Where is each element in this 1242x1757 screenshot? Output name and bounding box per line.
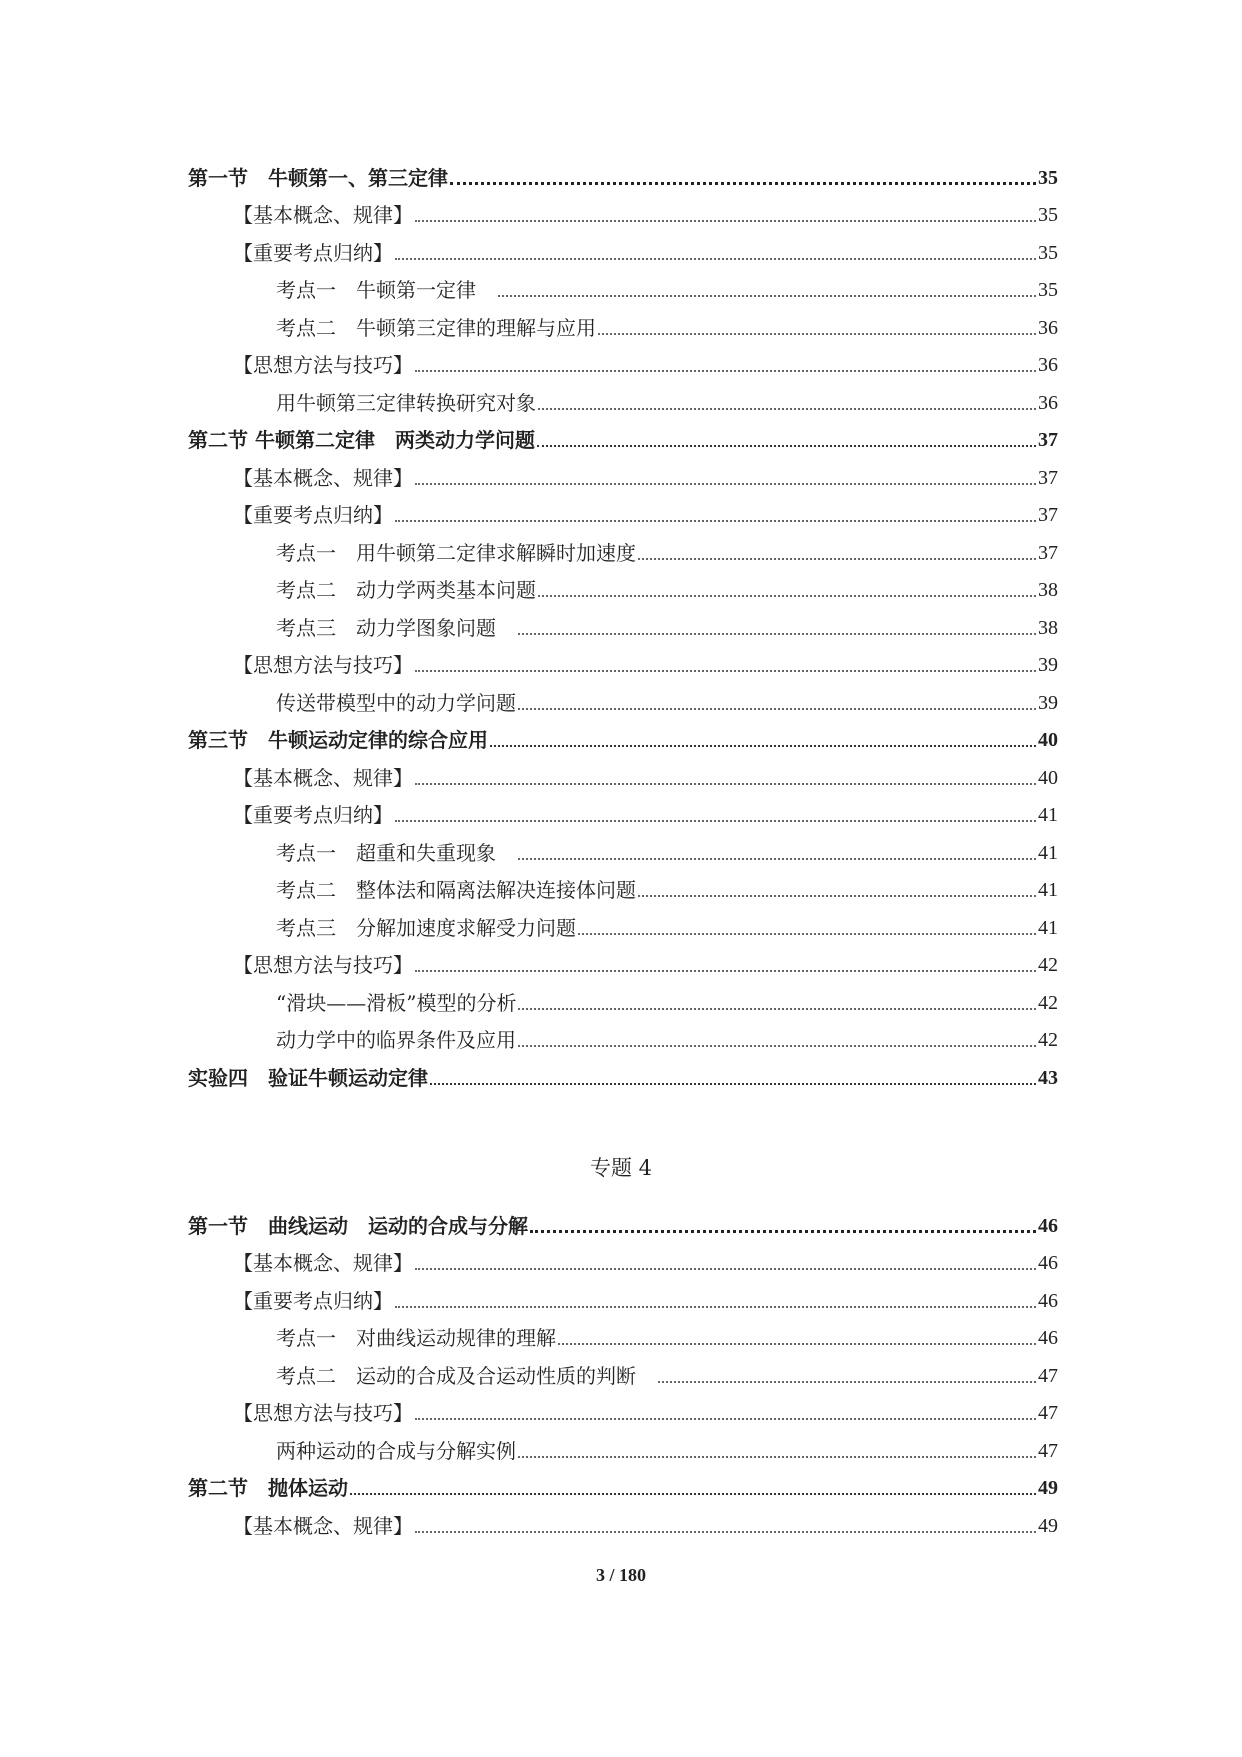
toc-entry-title: 考点一 超重和失重现象 [276,840,516,865]
toc-entry-title: 第一节 曲线运动 运动的合成与分解 [188,1213,528,1238]
toc-entry[interactable] [188,452,1058,490]
toc-entry[interactable] [188,1015,1058,1053]
toc-entry[interactable] [188,152,1058,190]
toc-leader-dots [518,1456,1036,1458]
toc-entry-page: 47 [1038,1402,1058,1424]
toc-entry-page: 46 [1038,1327,1058,1349]
toc-leader-dots [415,483,1036,485]
toc-leader-dots [658,1381,1036,1383]
toc-entry-title: 考点一 用牛顿第二定律求解瞬时加速度 [276,540,636,565]
toc-entry[interactable] [188,1463,1058,1501]
toc-entry-page: 35 [1038,204,1058,226]
toc-entry-title: 【重要考点归纳】 [233,503,393,527]
toc-entry-title: 考点二 牛顿第三定律的理解与应用 [276,315,596,340]
toc-entry-page: 41 [1038,841,1058,864]
toc-entry-title: 考点三 动力学图象问题 [276,615,516,640]
toc-entry-title: 考点二 运动的合成及合运动性质的判断 [276,1363,656,1388]
toc-entry-page: 40 [1038,766,1058,789]
toc-leader-dots [415,370,1036,372]
toc-entry[interactable] [188,227,1058,265]
toc-entry-page: 38 [1038,616,1058,639]
toc-entry[interactable] [188,677,1058,715]
toc-entry-title: 第三节 牛顿运动定律的综合应用 [188,728,488,752]
toc-entry[interactable] [188,827,1058,865]
toc-leader-dots [578,933,1036,935]
toc-entry-title: 【重要考点归纳】 [233,803,393,827]
toc-entry[interactable] [188,490,1058,528]
toc-leader-dots [395,820,1036,822]
toc-entry-page: 35 [1038,166,1058,189]
toc-entry[interactable] [188,1350,1058,1388]
toc-leader-dots [518,1008,1036,1010]
toc-entry-page: 49 [1038,1477,1058,1499]
toc-entry[interactable] [188,340,1058,378]
toc-leader-dots [415,1418,1036,1420]
toc-entry-page: 42 [1038,991,1058,1014]
toc-entry-page: 40 [1038,729,1058,751]
toc-entry[interactable] [188,865,1058,903]
toc-entry[interactable] [188,1200,1058,1238]
toc-entry-page: 46 [1038,1252,1058,1274]
toc-entry[interactable] [188,1500,1058,1538]
toc-leader-dots [395,520,1036,522]
toc-leader-dots [395,1306,1036,1308]
toc-entry[interactable] [188,752,1058,790]
toc-entry-page: 41 [1038,804,1058,826]
toc-entry-title: 第二节 抛体运动 [188,1476,348,1500]
toc-entry-title: 【基本概念、规律】 [233,1513,413,1538]
toc-entry[interactable] [188,415,1058,453]
toc-leader-dots [415,1268,1036,1270]
toc-leader-dots [530,1230,1036,1233]
toc-entry-title: 两种运动的合成与分解实例 [276,1438,516,1463]
toc-entry-page: 41 [1038,916,1058,939]
toc-entry-title: 【基本概念、规律】 [233,765,413,790]
toc-entry-page: 37 [1038,541,1058,564]
toc-entry[interactable] [188,715,1058,753]
toc-entry-title: 考点一 对曲线运动规律的理解 [276,1326,556,1350]
toc-leader-dots [518,633,1036,635]
toc-entry-page: 46 [1038,1289,1058,1312]
toc-entry-title: 考点二 动力学两类基本问题 [276,578,536,602]
toc-leader-dots [415,670,1036,672]
toc-entry-page: 39 [1038,691,1058,714]
toc-entry-page: 43 [1038,1066,1058,1089]
toc-entry-page: 47 [1038,1364,1058,1387]
toc-entry[interactable] [188,1425,1058,1463]
toc-entry-title: 考点一 牛顿第一定律 [276,278,496,302]
toc-entry-page: 38 [1038,579,1058,601]
page-number: 3 / 180 [595,1565,646,1585]
toc-entry-page: 47 [1038,1439,1058,1462]
toc-leader-dots [498,295,1036,297]
toc-entry-title: 考点二 整体法和隔离法解决连接体问题 [276,878,636,902]
toc-entry-page: 46 [1038,1214,1058,1237]
toc-entry[interactable] [188,190,1058,228]
toc-entry-title: 用牛顿第三定律转换研究对象 [276,390,536,415]
toc-list-part2 [188,1200,1058,1538]
toc-leader-dots [638,558,1036,560]
toc-entry-page: 37 [1038,504,1058,526]
toc-leader-dots [558,1343,1036,1345]
toc-entry-page: 35 [1038,241,1058,264]
toc-entry-title: 【基本概念、规律】 [233,203,413,227]
toc-entry[interactable] [188,565,1058,603]
toc-leader-dots [638,895,1036,897]
toc-leader-dots [490,745,1036,747]
toc-entry[interactable] [188,602,1058,640]
toc-leader-dots [415,970,1036,972]
toc-entry-title: 【重要考点归纳】 [233,240,393,265]
toc-entry[interactable] [188,527,1058,565]
section-heading: 专题 4 [589,1156,653,1180]
toc-entry-page: 36 [1038,316,1058,339]
toc-entry-title: 考点三 分解加速度求解受力问题 [276,915,576,940]
toc-entry-title: 实验四 验证牛顿运动定律 [188,1065,428,1090]
toc-entry[interactable] [188,265,1058,303]
toc-list-part1 [188,152,1058,1090]
toc-entry-title: 【思想方法与技巧】 [233,1401,413,1425]
toc-entry-page: 42 [1038,954,1058,976]
toc-entry-title: 第一节 牛顿第一、第三定律 [188,165,448,190]
toc-entry-page: 41 [1038,879,1058,901]
toc-entry-title: “滑块——滑板”模型的分析 [276,990,517,1015]
toc-entry-title: 第二节 牛顿第二定律 两类动力学问题 [188,428,535,452]
toc-entry-page: 37 [1038,429,1058,451]
toc-entry[interactable] [188,790,1058,828]
toc-leader-dots [518,1045,1036,1047]
toc-entry-title: 【基本概念、规律】 [233,1251,413,1275]
toc-entry[interactable] [188,1388,1058,1426]
toc-entry-title: 【思想方法与技巧】 [233,353,413,377]
toc-leader-dots [598,333,1036,335]
toc-entry[interactable] [188,640,1058,678]
toc-entry-page: 42 [1038,1029,1058,1051]
toc-entry-page: 37 [1038,466,1058,489]
toc-leader-dots [350,1493,1036,1495]
toc-entry-title: 传送带模型中的动力学问题 [276,690,516,715]
toc-entry-page: 35 [1038,279,1058,301]
toc-entry[interactable] [188,940,1058,978]
toc-entry-page: 36 [1038,391,1058,414]
toc-leader-dots [415,220,1036,222]
toc-entry[interactable] [188,1275,1058,1313]
toc-entry[interactable] [188,302,1058,340]
toc-entry[interactable] [188,377,1058,415]
toc-entry[interactable] [188,902,1058,940]
toc-entry-title: 动力学中的临界条件及应用 [276,1028,516,1052]
toc-entry-page: 39 [1038,654,1058,676]
toc-entry-title: 【思想方法与技巧】 [233,653,413,677]
toc-entry-page: 36 [1038,354,1058,376]
toc-entry[interactable] [188,977,1058,1015]
toc-leader-dots [538,595,1036,597]
toc-leader-dots [415,783,1036,785]
toc-entry-title: 【重要考点归纳】 [233,1288,393,1313]
toc-leader-dots [430,1083,1036,1085]
toc-leader-dots [415,1531,1036,1533]
toc-entry[interactable] [188,1313,1058,1351]
toc-entry-title: 【基本概念、规律】 [233,465,413,490]
toc-entry-title: 【思想方法与技巧】 [233,953,413,977]
toc-leader-dots [395,258,1036,260]
toc-leader-dots [450,182,1036,185]
toc-leader-dots [538,408,1036,410]
toc-leader-dots [537,445,1036,447]
toc-leader-dots [518,858,1036,860]
toc-entry-page: 49 [1038,1514,1058,1537]
toc-leader-dots [518,708,1036,710]
toc-entry[interactable] [188,1052,1058,1090]
toc-entry[interactable] [188,1238,1058,1276]
